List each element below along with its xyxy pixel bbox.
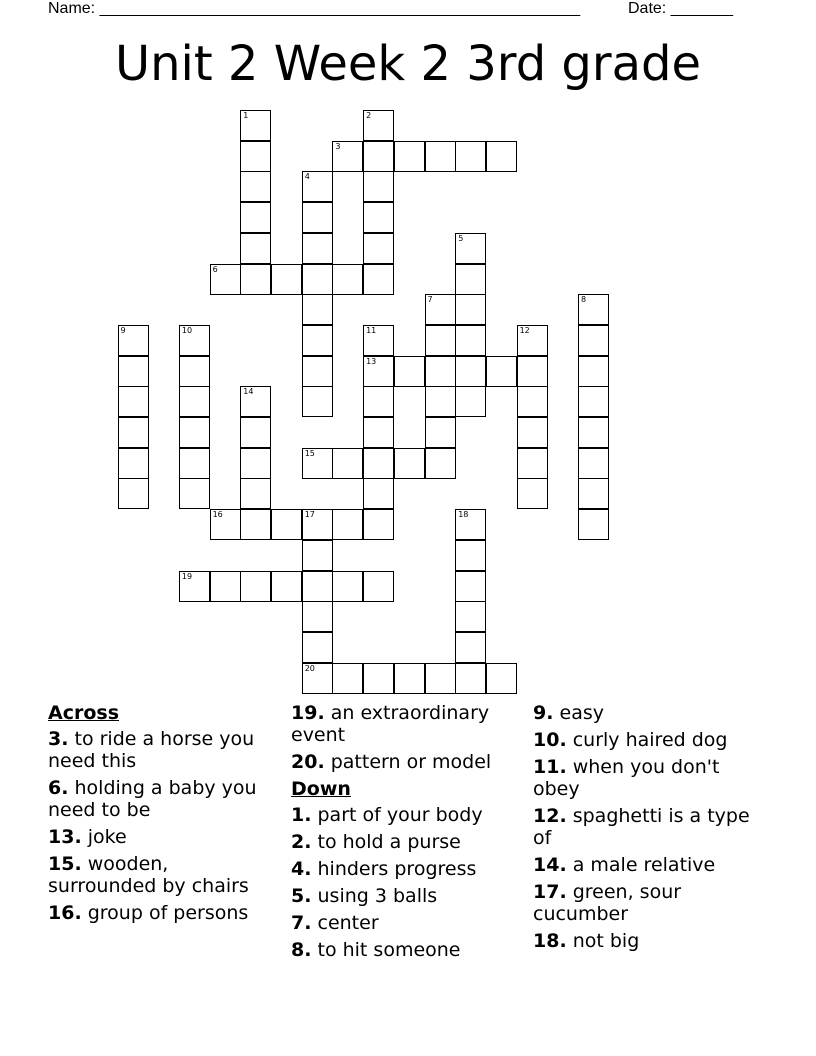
clue-number: 20.: [291, 751, 325, 773]
clue-number: 15.: [48, 853, 82, 875]
name-field-label: Name: ______________________________________________________: [48, 0, 581, 17]
clue-text: to hold a purse: [317, 831, 461, 853]
grid-cell[interactable]: [332, 141, 363, 172]
clue-text: to ride a horse you need this: [48, 728, 255, 772]
grid-cell[interactable]: [302, 571, 333, 602]
grid-cell[interactable]: [517, 356, 548, 387]
grid-cell[interactable]: [486, 356, 517, 387]
clue-number: 12.: [533, 805, 567, 827]
grid-cell[interactable]: [425, 325, 456, 356]
clue-number: 9.: [533, 702, 554, 724]
grid-cell[interactable]: [363, 448, 394, 479]
grid-cell[interactable]: [240, 386, 271, 417]
clue-down-10: [533, 729, 763, 751]
grid-cell[interactable]: [210, 509, 241, 540]
grid-cell[interactable]: [302, 601, 333, 632]
grid-cell[interactable]: [363, 663, 394, 694]
clue-column-2: [291, 702, 521, 966]
grid-cell[interactable]: [302, 202, 333, 233]
grid-cell[interactable]: [363, 233, 394, 264]
clue-number: 3.: [48, 728, 69, 750]
grid-cell[interactable]: [517, 386, 548, 417]
grid-cell[interactable]: [271, 571, 302, 602]
clue-number: 4.: [291, 858, 312, 880]
grid-cell[interactable]: [425, 417, 456, 448]
grid-cell[interactable]: [455, 294, 486, 325]
grid-cell[interactable]: [271, 509, 302, 540]
clue-number: 19.: [291, 702, 325, 724]
grid-cell[interactable]: [455, 233, 486, 264]
grid-cell[interactable]: [455, 571, 486, 602]
grid-cell[interactable]: [363, 417, 394, 448]
grid-cell[interactable]: [363, 141, 394, 172]
grid-cell[interactable]: [240, 202, 271, 233]
grid-cell[interactable]: [332, 448, 363, 479]
cell-number: 5: [458, 233, 464, 243]
grid-cell[interactable]: [578, 417, 609, 448]
grid-cell[interactable]: [517, 417, 548, 448]
grid-cell[interactable]: [455, 540, 486, 571]
grid-cell[interactable]: [240, 478, 271, 509]
grid-cell[interactable]: [363, 386, 394, 417]
grid-cell[interactable]: [118, 325, 149, 356]
clue-text: when you don't obey: [533, 756, 720, 800]
clue-number: 6.: [48, 777, 69, 799]
clue-across-19: [291, 702, 521, 746]
grid-cell[interactable]: [455, 663, 486, 694]
grid-cell[interactable]: [240, 110, 271, 141]
date-field-label: Date: _______: [628, 0, 733, 17]
grid-cell[interactable]: [363, 509, 394, 540]
cell-number: 1: [243, 111, 249, 120]
grid-cell[interactable]: [363, 110, 394, 141]
grid-cell[interactable]: [363, 171, 394, 202]
grid-cell[interactable]: [302, 509, 333, 540]
clue-text: group of persons: [87, 902, 249, 924]
grid-cell[interactable]: [332, 571, 363, 602]
grid-cell[interactable]: [578, 294, 609, 325]
grid-cell[interactable]: [455, 601, 486, 632]
cell-number: 12: [519, 325, 530, 335]
cell-number: 4: [304, 172, 310, 182]
grid-cell[interactable]: [578, 509, 609, 540]
grid-cell[interactable]: [517, 325, 548, 356]
grid-cell[interactable]: [210, 264, 241, 295]
grid-cell[interactable]: [455, 632, 486, 663]
grid-cell[interactable]: [517, 448, 548, 479]
grid-cell[interactable]: [394, 356, 425, 387]
clue-number: 1.: [291, 804, 312, 826]
grid-cell[interactable]: [302, 294, 333, 325]
grid-cell[interactable]: [363, 356, 394, 387]
grid-cell[interactable]: [455, 356, 486, 387]
clue-across-16: [48, 902, 278, 924]
cell-number: 16: [212, 510, 223, 520]
cell-number: 18: [458, 510, 469, 520]
grid-cell[interactable]: [394, 141, 425, 172]
clue-text: part of your body: [317, 804, 483, 826]
clue-number: 7.: [291, 912, 312, 934]
grid-cell[interactable]: [425, 448, 456, 479]
clue-text: center: [317, 912, 379, 934]
grid-cell[interactable]: [332, 509, 363, 540]
grid-cell[interactable]: [179, 571, 210, 602]
grid-cell[interactable]: [302, 171, 333, 202]
clue-text: curly haired dog: [572, 729, 728, 751]
grid-cell[interactable]: [302, 632, 333, 663]
grid-cell[interactable]: [179, 356, 210, 387]
grid-cell[interactable]: [179, 448, 210, 479]
cell-number: 3: [335, 141, 341, 151]
grid-cell[interactable]: [179, 386, 210, 417]
clue-number: 2.: [291, 831, 312, 853]
grid-cell[interactable]: [363, 571, 394, 602]
grid-cell[interactable]: [118, 448, 149, 479]
down-heading: Down: [291, 778, 351, 800]
clue-number: 13.: [48, 826, 82, 848]
grid-cell[interactable]: [486, 141, 517, 172]
grid-cell[interactable]: [240, 171, 271, 202]
grid-cell[interactable]: [332, 663, 363, 694]
clue-text: using 3 balls: [317, 885, 438, 907]
grid-cell[interactable]: [425, 356, 456, 387]
grid-cell[interactable]: [363, 325, 394, 356]
clue-down-1: [291, 804, 521, 826]
grid-cell[interactable]: [578, 478, 609, 509]
clue-number: 16.: [48, 902, 82, 924]
clue-text: pattern or model: [330, 751, 492, 773]
clue-down-4: [291, 858, 521, 880]
cell-number: 6: [212, 264, 218, 274]
clue-column-1: [48, 702, 278, 929]
grid-cell[interactable]: [302, 663, 333, 694]
grid-cell[interactable]: [363, 264, 394, 295]
grid-cell[interactable]: [578, 386, 609, 417]
grid-cell[interactable]: [486, 663, 517, 694]
clue-text: wooden, surrounded by chairs: [48, 853, 249, 897]
grid-cell[interactable]: [240, 509, 271, 540]
cell-number: 19: [181, 571, 193, 581]
grid-cell[interactable]: [425, 294, 456, 325]
clue-across-3: [48, 728, 278, 772]
clue-down-18: [533, 930, 763, 952]
clue-column-3: [533, 702, 763, 957]
page-title: Unit 2 Week 2 3rd grade: [114, 36, 702, 92]
cell-number: 10: [181, 325, 193, 335]
clue-across-13: [48, 826, 278, 848]
clue-down-2: [291, 831, 521, 853]
clue-text: green, sour cucumber: [533, 881, 682, 925]
grid-cell[interactable]: [578, 448, 609, 479]
grid-cell[interactable]: [271, 264, 302, 295]
clue-text: joke: [87, 826, 127, 848]
cell-number: 9: [120, 325, 126, 335]
cell-number: 13: [366, 356, 377, 366]
clue-down-11: [533, 756, 763, 800]
grid-cell[interactable]: [302, 356, 333, 387]
across-heading: Across: [48, 702, 120, 724]
grid-cell[interactable]: [118, 478, 149, 509]
grid-cell[interactable]: [455, 141, 486, 172]
grid-cell[interactable]: [179, 325, 210, 356]
grid-cell[interactable]: [118, 386, 149, 417]
grid-cell[interactable]: [394, 663, 425, 694]
cell-number: 17: [304, 510, 315, 520]
clue-text: a male relative: [572, 854, 716, 876]
grid-cell[interactable]: [240, 141, 271, 172]
grid-cell[interactable]: [240, 417, 271, 448]
grid-cell[interactable]: [455, 264, 486, 295]
clue-text: easy: [559, 702, 604, 724]
grid-cell[interactable]: [517, 478, 548, 509]
grid-cell[interactable]: [240, 448, 271, 479]
cell-number: 7: [427, 295, 433, 305]
grid-cell[interactable]: [332, 264, 363, 295]
clue-number: 17.: [533, 881, 567, 903]
grid-cell[interactable]: [455, 509, 486, 540]
grid-cell[interactable]: [578, 325, 609, 356]
clue-down-7: [291, 912, 521, 934]
grid-cell[interactable]: [363, 478, 394, 509]
clue-text: an extraordinary event: [291, 702, 490, 746]
clue-text: hinders progress: [317, 858, 477, 880]
grid-cell[interactable]: [118, 417, 149, 448]
cell-number: 15: [304, 448, 315, 458]
clue-across-20: [291, 751, 521, 773]
cell-number: 20: [304, 663, 315, 673]
grid-cell[interactable]: [240, 571, 271, 602]
grid-cell[interactable]: [302, 386, 333, 417]
clue-number: 8.: [291, 939, 312, 961]
grid-cell[interactable]: [302, 540, 333, 571]
clue-text: holding a baby you need to be: [48, 777, 257, 821]
grid-cell[interactable]: [302, 448, 333, 479]
grid-cell[interactable]: [455, 386, 486, 417]
grid-cell[interactable]: [302, 264, 333, 295]
clue-down-12: [533, 805, 763, 849]
clue-text: to hit someone: [317, 939, 461, 961]
grid-cell[interactable]: [455, 325, 486, 356]
clue-across-6: [48, 777, 278, 821]
grid-cell[interactable]: [240, 233, 271, 264]
clue-number: 5.: [291, 885, 312, 907]
clue-down-5: [291, 885, 521, 907]
clue-text: not big: [572, 930, 640, 952]
grid-cell[interactable]: [302, 233, 333, 264]
grid-cell[interactable]: [363, 202, 394, 233]
grid-cell[interactable]: [302, 325, 333, 356]
grid-cell[interactable]: [425, 663, 456, 694]
clue-down-9: [533, 702, 763, 724]
grid-cell[interactable]: [425, 386, 456, 417]
clue-down-8: [291, 939, 521, 961]
cell-number: 2: [366, 111, 372, 120]
cell-number: 14: [243, 387, 254, 397]
clue-down-14: [533, 854, 763, 876]
grid-cell[interactable]: [394, 448, 425, 479]
clue-text: spaghetti is a type of: [533, 805, 750, 849]
clue-number: 14.: [533, 854, 567, 876]
grid-cell[interactable]: [179, 478, 210, 509]
grid-cell[interactable]: [240, 264, 271, 295]
clue-number: 11.: [533, 756, 567, 778]
clue-number: 10.: [533, 729, 567, 751]
clue-down-17: [533, 881, 763, 925]
clue-across-15: [48, 853, 278, 897]
clue-number: 18.: [533, 930, 567, 952]
grid-cell[interactable]: [578, 356, 609, 387]
grid-cell[interactable]: [425, 141, 456, 172]
grid-cell[interactable]: [179, 417, 210, 448]
grid-cell[interactable]: [210, 571, 241, 602]
cell-number: 11: [366, 325, 377, 335]
grid-cell[interactable]: [118, 356, 149, 387]
cell-number: 8: [581, 295, 587, 305]
